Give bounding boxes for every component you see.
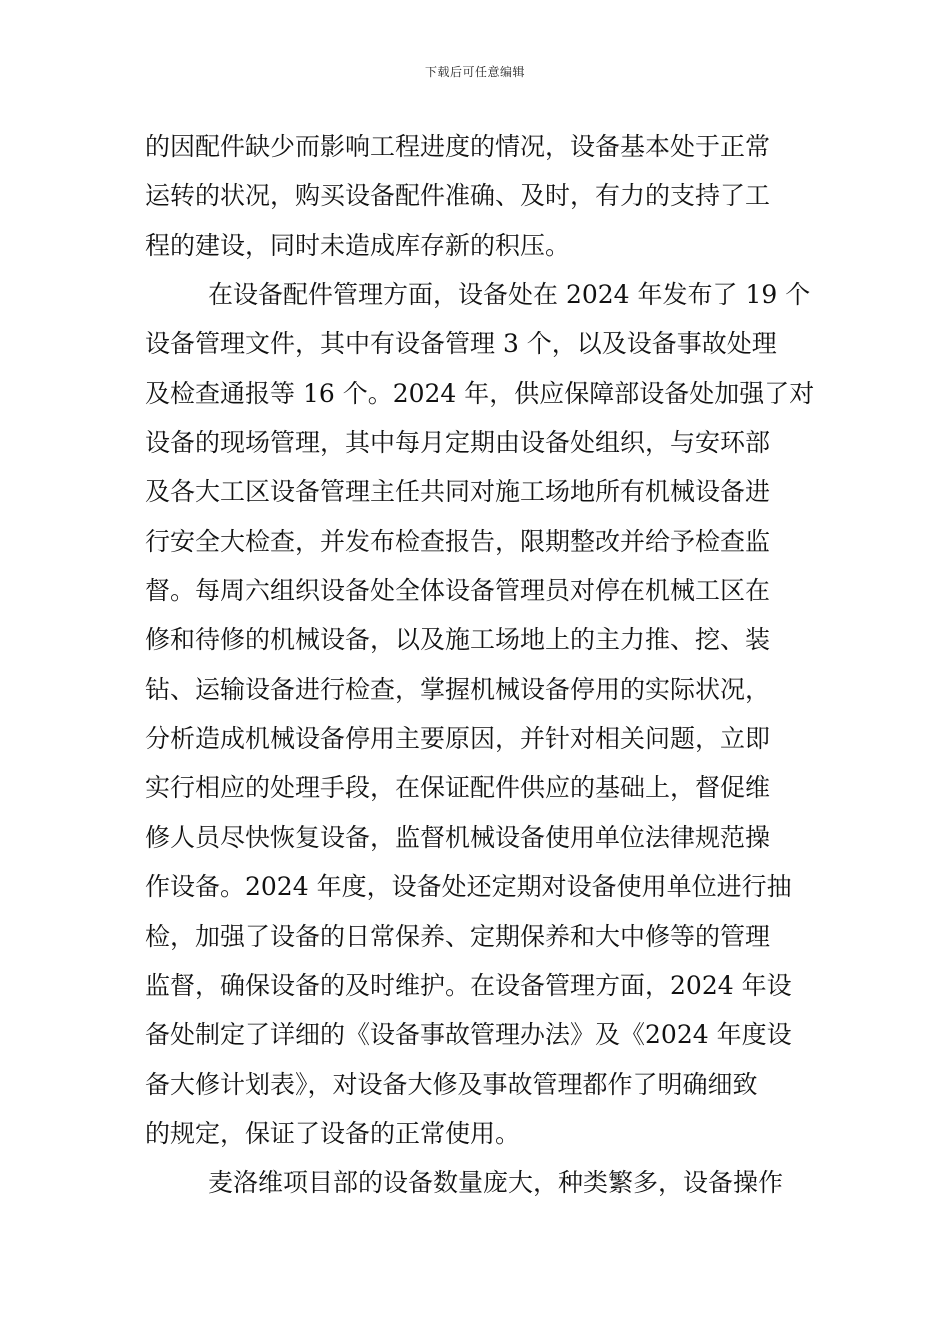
- page-header: 下载后可任意编辑: [424, 65, 525, 79]
- text-line: 运转的状况，购买设备配件准确、及时，有力的支持了工: [145, 181, 771, 211]
- text-line: 修和待修的机械设备，以及施工场地上的主力推、挖、装: [145, 625, 771, 655]
- text-line: 的因配件缺少而影响工程进度的情况，设备基本处于正常: [145, 132, 771, 161]
- text-line: 设备管理文件，其中有设备管理 3 个，以及设备事故处理: [145, 329, 777, 359]
- text-line: 程的建设，同时未造成库存新的积压。: [145, 230, 571, 260]
- text-line: 备大修计划表》，对设备大修及事故管理都作了明确细致: [145, 1069, 758, 1099]
- text-line: 及检查通报等 16 个。2024 年，供应保障部设备处加强了对: [145, 378, 815, 408]
- text-line: 钻、运输设备进行检查，掌握机械设备停用的实际状况，: [145, 674, 771, 704]
- text-line: 修人员尽快恢复设备，监督机械设备使用单位法律规范操: [145, 822, 771, 852]
- text-line: 监督，确保设备的及时维护。在设备管理方面，2024 年设: [145, 970, 792, 1000]
- text-line: 备处制定了详细的《设备事故管理办法》及《2024 年度设: [145, 1020, 792, 1050]
- text-line: 行安全大检查，并发布检查报告，限期整改并给予检查监: [145, 526, 771, 556]
- text-line: 检，加强了设备的日常保养、定期保养和大中修等的管理: [145, 921, 771, 951]
- paragraph-first-line: 麦洛维项目部的设备数量庞大，种类繁多，设备操作: [208, 1168, 784, 1198]
- text-line: 分析造成机械设备停用主要原因，并针对相关问题，立即: [145, 724, 771, 754]
- text-line: 实行相应的处理手段，在保证配件供应的基础上，督促维: [145, 773, 771, 803]
- text-line: 督。每周六组织设备处全体设备管理员对停在机械工区在: [145, 576, 771, 606]
- paragraph-first-line: 在设备配件管理方面，设备处在 2024 年发布了 19 个: [208, 280, 811, 310]
- document-body: [145, 122, 815, 1208]
- text-line: 作设备。2024 年度，设备处还定期对设备使用单位进行抽: [145, 872, 792, 902]
- text-line: 的规定，保证了设备的正常使用。: [145, 1118, 521, 1148]
- text-line: 及各大工区设备管理主任共同对施工场地所有机械设备进: [145, 477, 771, 507]
- text-line: 设备的现场管理，其中每月定期由设备处组织，与安环部: [145, 428, 771, 458]
